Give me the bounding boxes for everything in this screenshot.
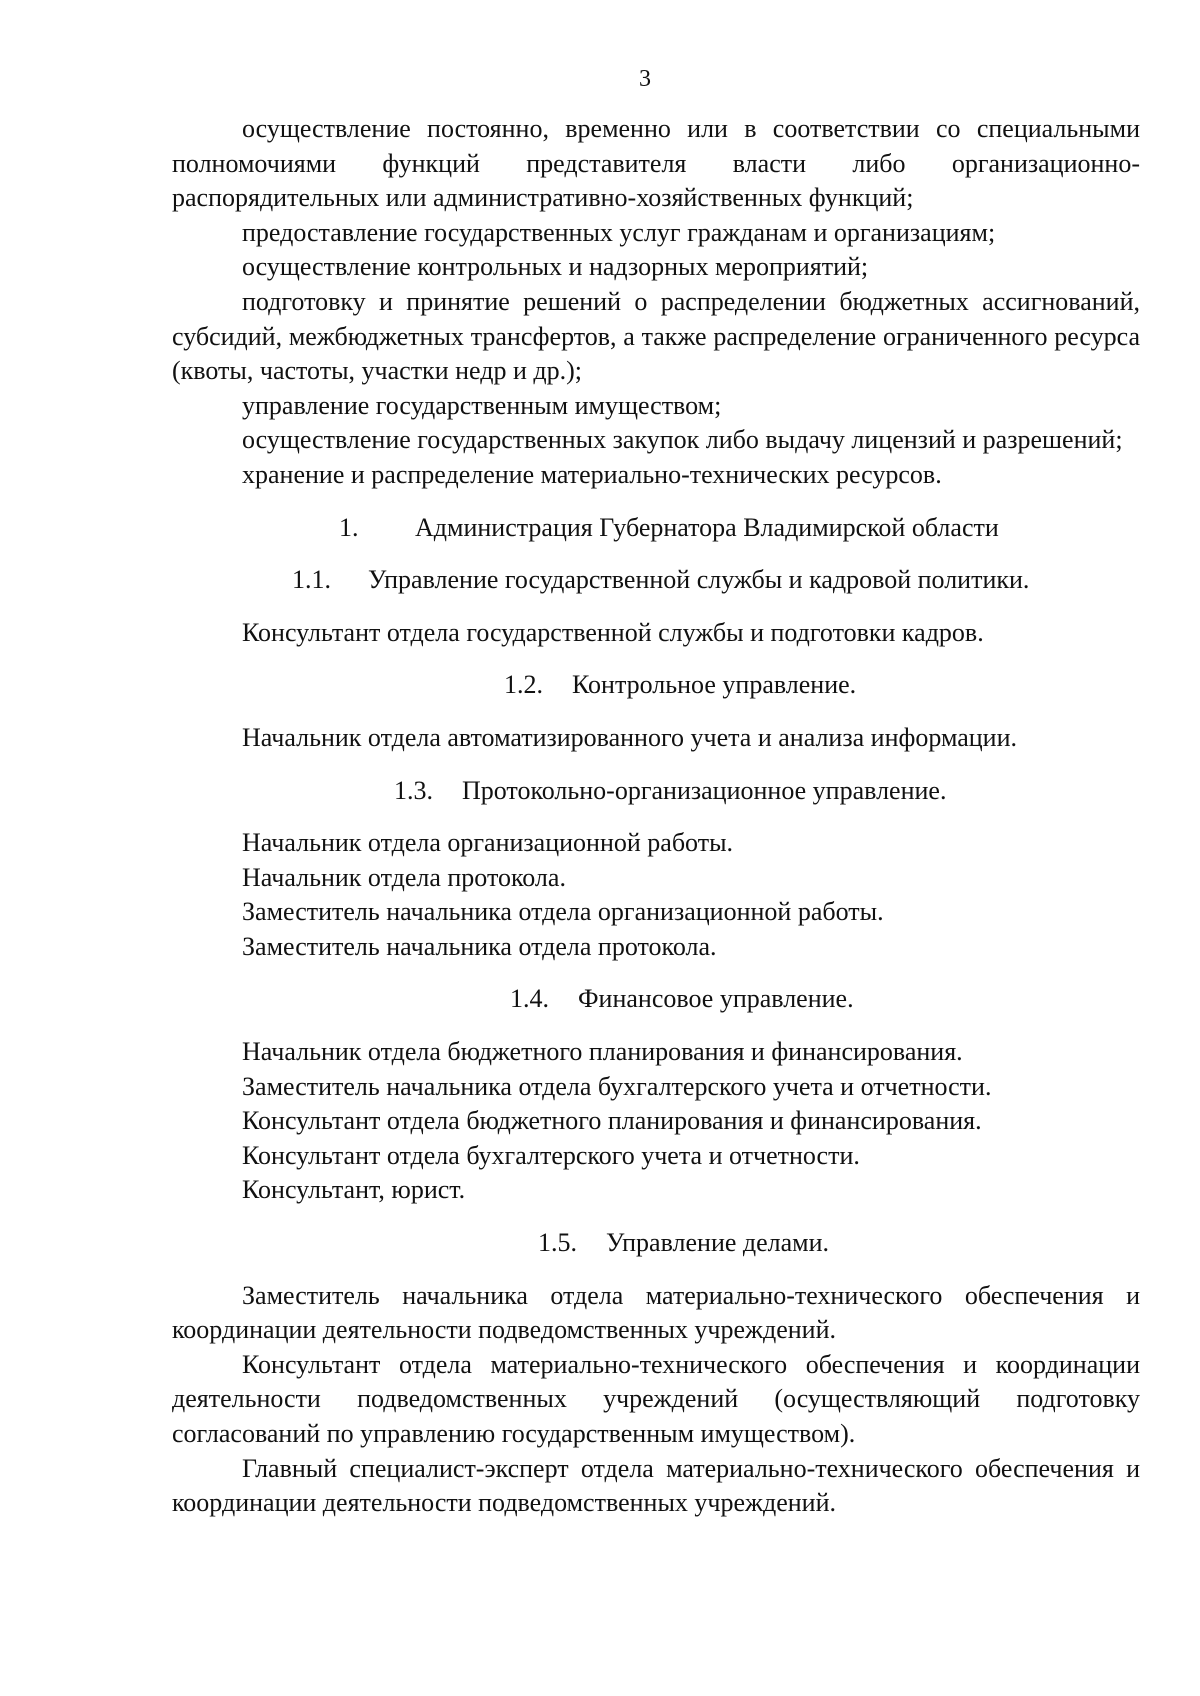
intro-paragraph: осуществление государственных закупок либо выдачу лицензий и разрешений;	[242, 425, 1123, 455]
position-item: Консультант отдела материально-технического обеспечения и координации деятельности подведомственных учреждений (осуществляющий подготовку согласований по управлению государственным имуществом).	[172, 1349, 1140, 1448]
position-item: Консультант, юрист.	[242, 1175, 466, 1205]
intro-paragraph: хранение и распределение материально-технических ресурсов.	[242, 459, 942, 489]
position-item: Консультант отдела бухгалтерского учета и отчетности.	[242, 1140, 860, 1170]
position-item: Начальник отдела организационной работы.	[242, 828, 734, 858]
subsection-number: 1.4.	[510, 984, 549, 1014]
subsection-title: Протокольно-организационное управление.	[462, 775, 947, 805]
intro-paragraph: осуществление контрольных и надзорных мероприятий;	[242, 252, 869, 282]
position-item: Начальник отдела бюджетного планирования и финансирования.	[242, 1037, 963, 1067]
subsection-number: 1.5.	[538, 1228, 577, 1258]
intro-paragraph: управление государственным имуществом;	[242, 390, 722, 420]
subsection-number: 1.2.	[504, 670, 543, 700]
section-number: 1.	[339, 512, 359, 542]
subsection-heading	[172, 563, 1140, 598]
position-item: Начальник отдела автоматизированного учета и анализа информации.	[242, 722, 1017, 752]
position-item: Заместитель начальника отдела материально-технического обеспечения и координации деятельности подведомственных учреждений.	[172, 1280, 1140, 1345]
subsection-number: 1.3.	[394, 775, 433, 805]
position-item: Заместитель начальника отдела протокола.	[242, 931, 717, 961]
position-item: Заместитель начальника отдела организационной работы.	[242, 897, 884, 927]
document-body	[172, 112, 1140, 1521]
position-item: Консультант отдела государственной службы и подготовки кадров.	[242, 617, 984, 647]
subsection-title: Финансовое управление.	[578, 984, 854, 1014]
subsection-heading	[172, 982, 1140, 1017]
section-title: Администрация Губернатора Владимирской области	[415, 512, 999, 542]
subsection-title: Управление государственной службы и кадровой политики.	[368, 565, 1030, 595]
subsection-title: Контрольное управление.	[572, 670, 857, 700]
subsection-number: 1.1.	[292, 565, 331, 595]
subsection-heading	[172, 774, 1140, 809]
subsection-heading	[172, 668, 1140, 703]
intro-paragraph: предоставление государственных услуг гражданам и организациям;	[242, 217, 996, 247]
subsection-heading	[172, 1226, 1140, 1261]
subsection-title: Управление делами.	[606, 1228, 830, 1258]
section-heading	[172, 511, 1140, 546]
position-item: Консультант отдела бюджетного планирования и финансирования.	[242, 1106, 982, 1136]
position-item: Заместитель начальника отдела бухгалтерского учета и отчетности.	[242, 1071, 992, 1101]
position-item: Начальник отдела протокола.	[242, 862, 566, 892]
intro-paragraph: осуществление постоянно, временно или в соответствии со специальными полномочиями функций представителя власти либо организационно-распорядительных или административно-хозяйственных функций;	[172, 114, 1140, 213]
page-number: 3	[639, 66, 651, 92]
position-item: Главный специалист-эксперт отдела материально-технического обеспечения и координации деятельности подведомственных учреждений.	[172, 1453, 1140, 1518]
intro-paragraph: подготовку и принятие решений о распределении бюджетных ассигнований, субсидий, межбюджетных трансфертов, а также распределение ограниченного ресурса (квоты, частоты, участки недр и др.);	[172, 286, 1140, 386]
